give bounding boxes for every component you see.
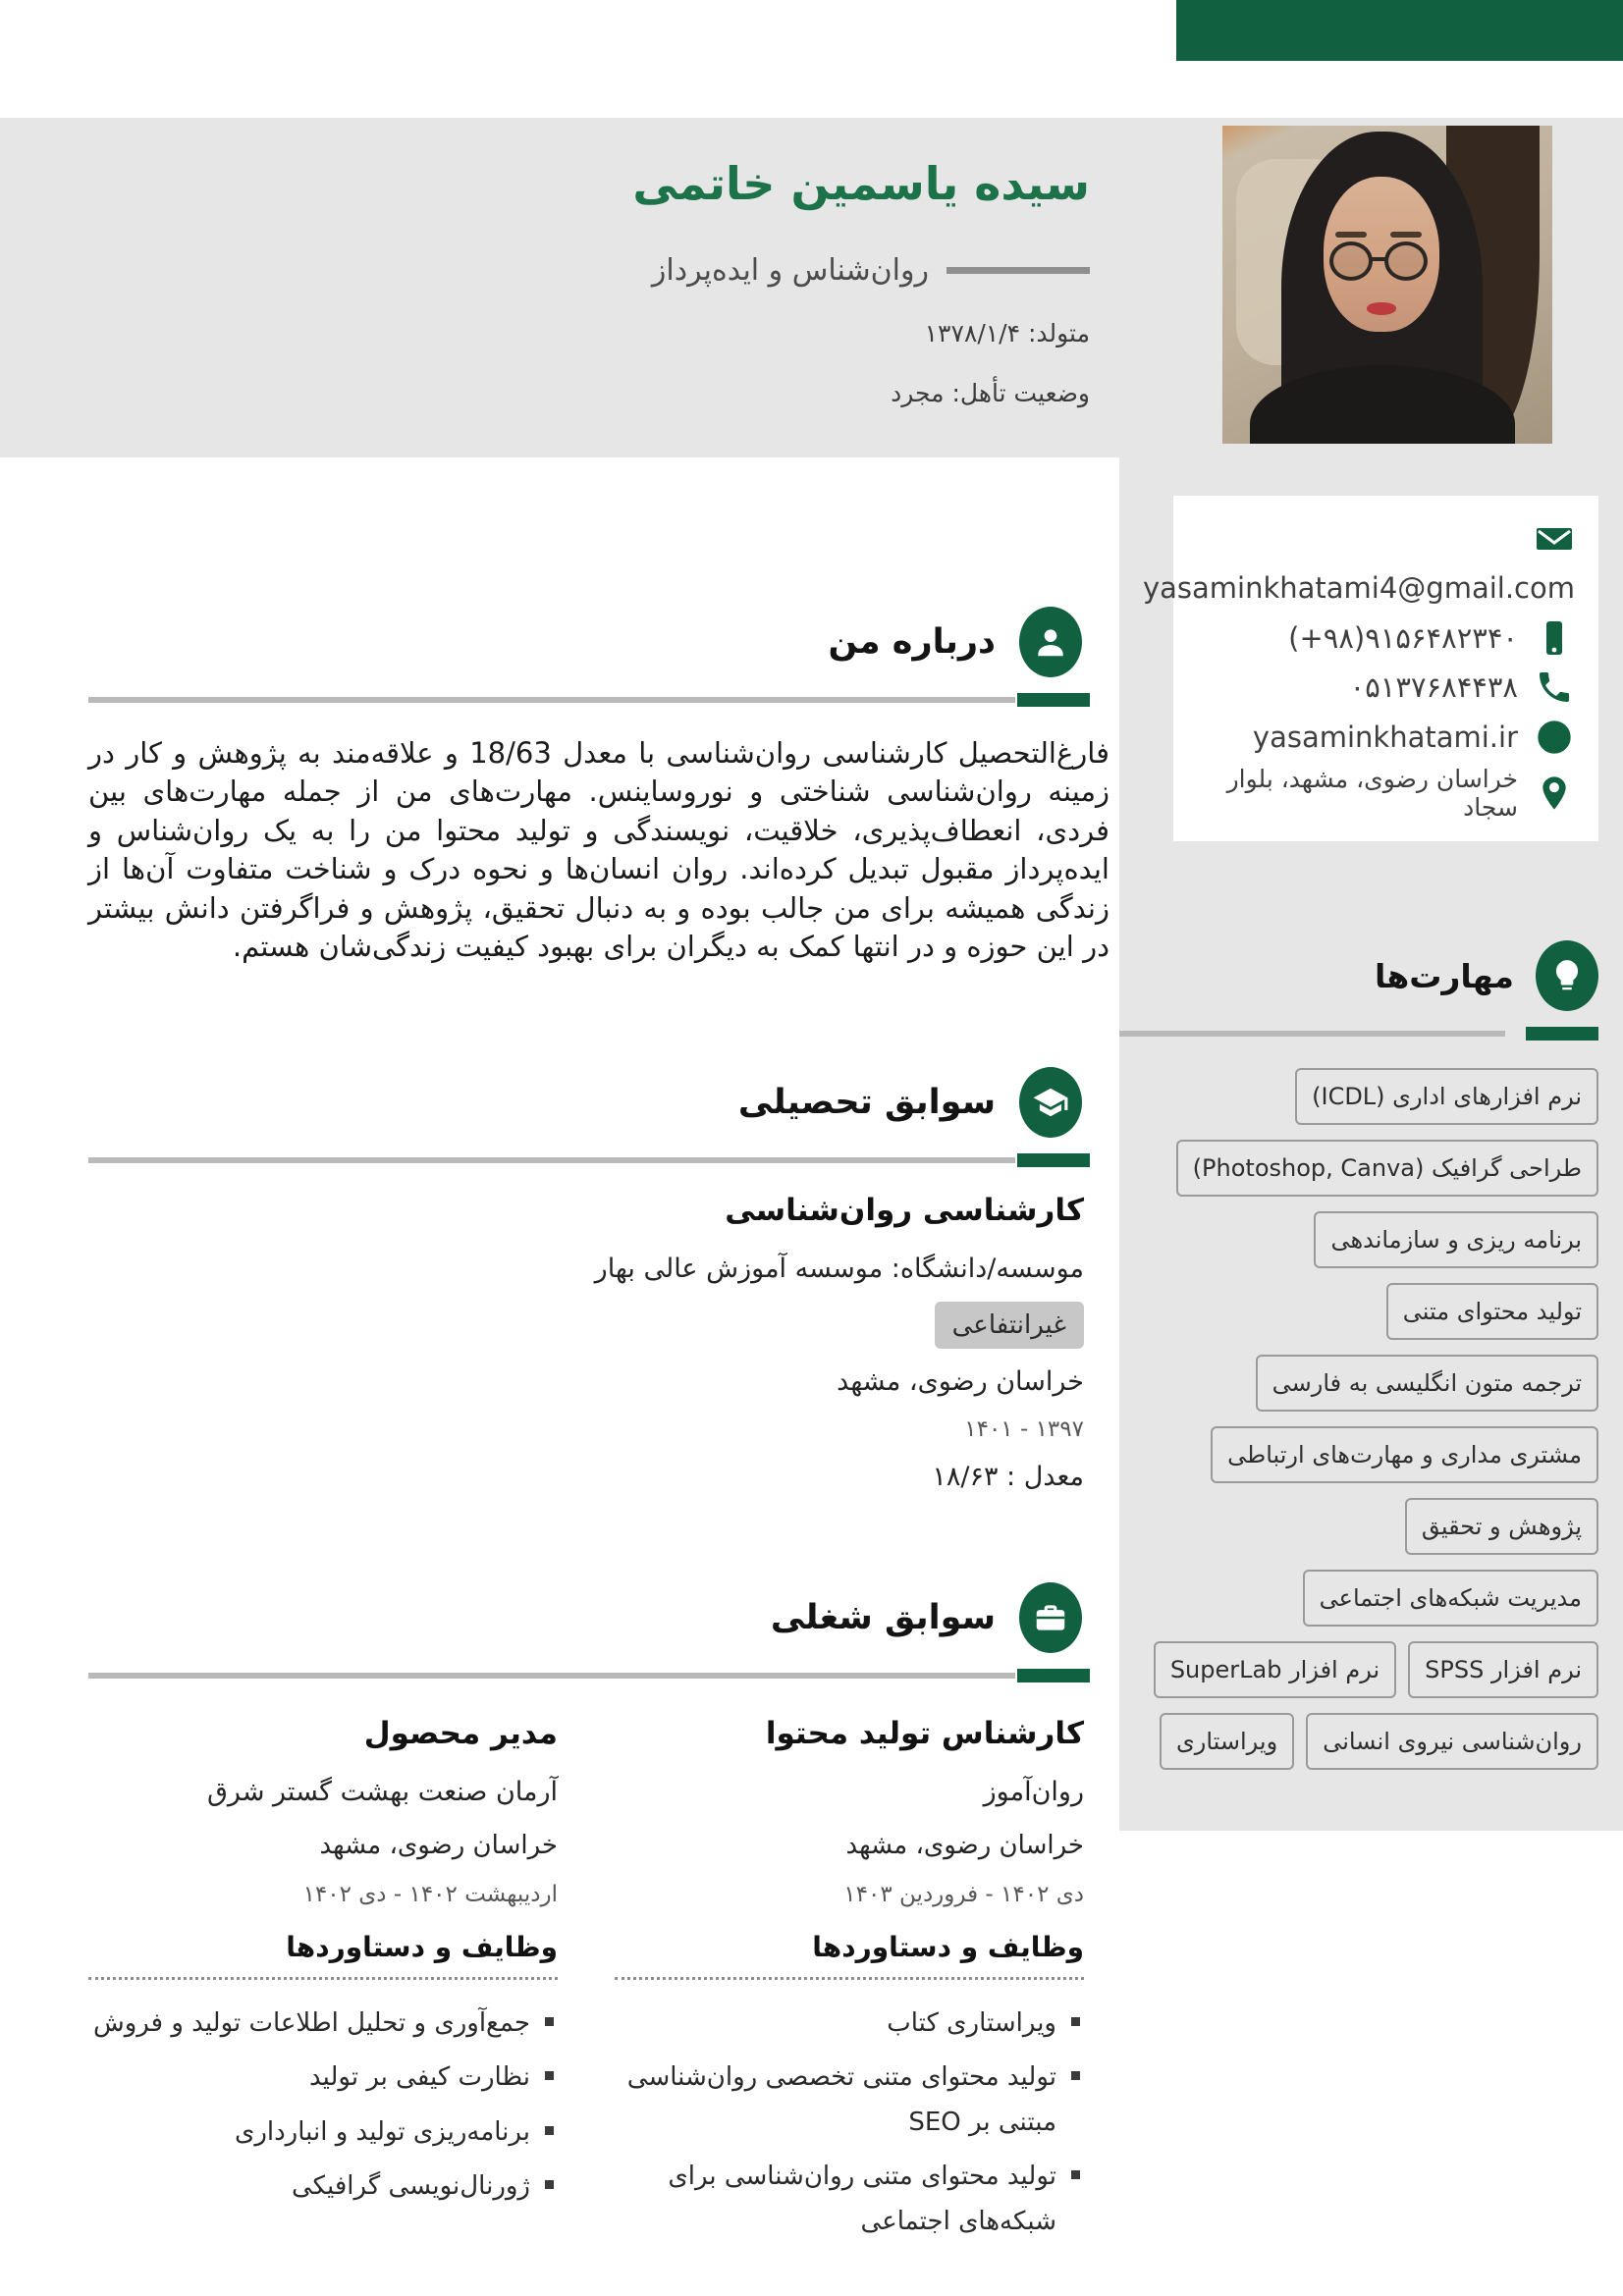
contact-card xyxy=(1142,496,1598,841)
skill-chip: نرم افزار SuperLab xyxy=(1154,1641,1396,1698)
job-entry-content-specialist xyxy=(615,1716,1084,2255)
skill-chip: نرم افزارهای اداری (ICDL) xyxy=(1295,1068,1598,1125)
job-bullet-list xyxy=(615,2002,1084,2245)
job-role: مدیر محصول xyxy=(363,1715,558,1751)
job-role: کارشناس تولید محتوا xyxy=(765,1715,1084,1751)
phone-row xyxy=(1191,666,1575,709)
job-dates: اردیبهشت ۱۴۰۲ - دی ۱۴۰۲ xyxy=(302,1881,558,1907)
job-company: روان‌آموز xyxy=(983,1776,1084,1807)
education-title: سوابق تحصیلی xyxy=(737,1082,996,1122)
rule-gray xyxy=(88,697,1015,703)
experience-header xyxy=(88,1582,1109,1653)
skill-chip: روان‌شناسی نیروی انسانی xyxy=(1306,1713,1598,1770)
email-value[interactable]: yasaminkhatami4@gmail.com xyxy=(1142,571,1575,606)
skill-chip: برنامه ریزی و سازماندهی xyxy=(1314,1211,1598,1268)
skills-rule xyxy=(1119,1027,1623,1041)
email-icon-row xyxy=(1191,517,1575,561)
photo-face-shape xyxy=(1324,177,1439,332)
about-header xyxy=(88,607,1109,677)
education-gpa: معدل : ۱۸/۶۳ xyxy=(932,1461,1084,1492)
institution: موسسه/دانشگاه: موسسه آموزش عالی بهار xyxy=(594,1253,1084,1284)
experience-section xyxy=(88,1582,1109,2255)
skill-chip: ویراستاری xyxy=(1160,1713,1294,1770)
about-rule xyxy=(88,693,1109,707)
address-row xyxy=(1191,765,1575,822)
about-title: درباره من xyxy=(828,622,996,662)
skills-header xyxy=(1133,940,1598,1011)
rule-green xyxy=(1017,693,1090,707)
envelope-icon xyxy=(1534,518,1575,560)
graduation-cap-icon xyxy=(1019,1067,1082,1138)
education-rule xyxy=(88,1153,1109,1167)
person-icon xyxy=(1019,607,1082,677)
address-value: خراسان رضوی، مشهد، بلوار سجاد xyxy=(1226,764,1518,822)
tasks-label: وظایف و دستاوردها xyxy=(286,1930,558,1963)
education-dates: ۱۳۹۷ - ۱۴۰۱ xyxy=(964,1415,1084,1442)
job-entry-product-manager xyxy=(88,1716,558,2255)
person-name: سیده یاسمین خاتمی xyxy=(632,157,1090,210)
top-accent-bar xyxy=(1176,0,1623,61)
skills-section xyxy=(1119,940,1623,1770)
marital-status: وضعیت تأهل: مجرد xyxy=(891,379,1090,407)
job-bullet: جمع‌آوری و تحلیل اطلاعات تولید و فروش xyxy=(88,2002,558,2047)
phone-value: ۰۵۱۳۷۶۸۴۴۳۸ xyxy=(1349,670,1518,705)
subtitle-row xyxy=(0,253,1090,288)
jobs-columns xyxy=(88,1716,1109,2255)
website-row xyxy=(1191,716,1575,759)
education-entry xyxy=(88,1193,1109,1492)
job-company: آرمان صنعت بهشت گستر شرق xyxy=(206,1776,558,1807)
rule-gray xyxy=(1119,1031,1505,1037)
subtitle-dash-rule xyxy=(947,267,1090,274)
education-location: خراسان رضوی، مشهد xyxy=(837,1365,1084,1397)
experience-rule xyxy=(88,1669,1109,1682)
rule-green xyxy=(1017,1669,1090,1682)
mobile-icon xyxy=(1534,617,1575,659)
phone-icon xyxy=(1534,667,1575,708)
job-bullet-list xyxy=(88,2002,558,2210)
lightbulb-icon xyxy=(1536,940,1598,1011)
about-paragraph: فارغ‌التحصیل کارشناسی روان‌شناسی با معدل 18/63 و علاقه‌مند به پژوهش و کار در زمینه روان‌شناسی شناختی و نوروساینس. مهارت‌های من از جمله مهارت‌های بین فردی، انعطاف‌پذیری، خلاقیت، نویسندگی و تولید محتوا من را به یک روان‌شناس و ایده‌پرداز مقبول تبدیل کرده‌اند. روان انسان‌ها و نحوه درک و شناخت متفاوت آن‌ها از زندگی همیشه برای من جالب بوده و به دنبال تحقیق، پژوهش و فراگرفتن دانش بیشتر در این حوزه و در انتها کمک به دیگران برای بهبود کیفیت زندگی‌شان هستم. xyxy=(88,736,1109,964)
job-bullet: تولید محتوای متنی تخصصی روان‌شناسی مبتنی بر SEO xyxy=(615,2056,1084,2145)
sidebar xyxy=(1119,118,1623,1831)
main-column xyxy=(88,607,1109,2254)
photo-glasses-bridge xyxy=(1371,257,1386,261)
email-row xyxy=(1142,566,1575,610)
person-title: روان‌شناس و ایده‌پرداز xyxy=(651,253,929,288)
briefcase-icon xyxy=(1019,1582,1082,1653)
birth-date: متولد: ۱۳۷۸/۱/۴ xyxy=(924,319,1090,347)
skill-chip: ترجمه متون انگلیسی به فارسی xyxy=(1256,1355,1598,1412)
location-pin-icon xyxy=(1534,773,1575,814)
job-dates: دی ۱۴۰۲ - فروردین ۱۴۰۳ xyxy=(843,1881,1084,1907)
experience-title: سوابق شغلی xyxy=(770,1597,996,1637)
rule-gray xyxy=(88,1673,1015,1679)
photo-glasses xyxy=(1329,241,1373,281)
skill-chip: طراحی گرافیک (Photoshop, Canva) xyxy=(1176,1140,1598,1197)
header-band xyxy=(0,118,1119,457)
profile-photo xyxy=(1222,126,1552,444)
job-bullet: ویراستاری کتاب xyxy=(615,2002,1084,2047)
job-location: خراسان رضوی، مشهد xyxy=(845,1830,1084,1860)
rule-green xyxy=(1017,1153,1090,1167)
dotted-divider xyxy=(88,1977,558,1980)
skill-chip-list xyxy=(1133,1068,1598,1770)
skill-chip: مشتری مداری و مهارت‌های ارتباطی xyxy=(1211,1426,1598,1483)
photo-brow xyxy=(1335,232,1367,238)
job-bullet: ژورنال‌نویسی گرافیکی xyxy=(88,2164,558,2210)
globe-icon xyxy=(1534,717,1575,758)
skills-title: مهارت‌ها xyxy=(1374,956,1514,995)
skill-chip: نرم افزار SPSS xyxy=(1408,1641,1598,1698)
mobile-row xyxy=(1191,616,1575,660)
photo-brow xyxy=(1390,232,1422,238)
rule-gray xyxy=(88,1157,1015,1163)
rule-green xyxy=(1526,1027,1598,1041)
skill-chip: تولید محتوای متنی xyxy=(1386,1283,1598,1340)
tasks-label: وظایف و دستاوردها xyxy=(812,1930,1084,1963)
photo-lips xyxy=(1367,302,1396,315)
skill-chip: پژوهش و تحقیق xyxy=(1405,1498,1598,1555)
mobile-value: (+۹۸)۹۱۵۶۴۸۲۳۴۰ xyxy=(1288,620,1518,655)
education-header xyxy=(88,1067,1109,1138)
degree-title: کارشناسی روان‌شناسی xyxy=(725,1192,1084,1228)
job-bullet: نظارت کیفی بر تولید xyxy=(88,2056,558,2101)
job-bullet: تولید محتوای متنی روان‌شناسی برای شبکه‌های اجتماعی xyxy=(615,2155,1084,2244)
job-bullet: برنامه‌ریزی تولید و انبارداری xyxy=(88,2110,558,2156)
job-location: خراسان رضوی، مشهد xyxy=(319,1830,558,1860)
dotted-divider xyxy=(615,1977,1084,1980)
institution-type-badge: غیرانتفاعی xyxy=(935,1302,1084,1349)
website-value[interactable]: yasaminkhatami.ir xyxy=(1252,720,1518,754)
education-section xyxy=(88,1067,1109,1492)
about-section xyxy=(88,607,1109,967)
skill-chip: مدیریت شبکه‌های اجتماعی xyxy=(1303,1570,1598,1627)
photo-glasses xyxy=(1384,241,1428,281)
